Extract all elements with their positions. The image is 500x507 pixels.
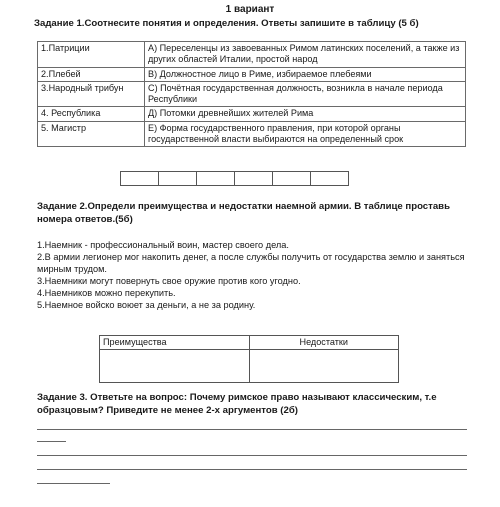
answer-cell[interactable] <box>159 172 197 186</box>
term-cell: 2.Плебей <box>38 67 145 81</box>
definition-cell: Е) Форма государственного правления, при которой органы государственной власти выбираются на определенный срок <box>145 121 466 147</box>
definition-cell: С) Почётная государственная должность, возникла в начале периода Республики <box>145 81 466 107</box>
term-cell: 3.Народный трибун <box>38 81 145 107</box>
answer-line[interactable] <box>37 455 467 456</box>
table-row <box>38 42 466 68</box>
answer-line[interactable] <box>37 429 467 430</box>
definition-cell: Д) Потомки древнейших жителей Рима <box>145 107 466 121</box>
answer-cell[interactable] <box>197 172 235 186</box>
list-item: 3.Наемники могут повернуть свое оружие против кого угодно. <box>37 275 301 286</box>
term-cell: 4. Республика <box>38 107 145 121</box>
answer-cell[interactable] <box>311 172 349 186</box>
answer-cell[interactable] <box>121 172 159 186</box>
pros-cons-table <box>99 335 399 383</box>
term-cell: 1.Патриции <box>38 42 145 68</box>
answer-cell[interactable] <box>235 172 273 186</box>
answer-line[interactable] <box>37 469 467 470</box>
term-cell: 5. Магистр <box>38 121 145 147</box>
table-row <box>38 121 466 147</box>
list-item: 5.Наемное войско воюет за деньги, а не за родину. <box>37 299 256 310</box>
list-item: 4.Наемников можно перекупить. <box>37 287 176 298</box>
task3-heading: Задание 3. Ответьте на вопрос: Почему римское право называют классическим, т.е образцовым? Приведите не менее 2-х аргументов (2б) <box>37 392 437 416</box>
answer-line[interactable] <box>37 441 66 442</box>
definition-cell: В) Должностное лицо в Риме, избираемое плебеями <box>145 67 466 81</box>
matching-table <box>37 41 466 147</box>
answer-cell[interactable] <box>273 172 311 186</box>
table-row <box>38 107 466 121</box>
answer-line[interactable] <box>37 483 110 484</box>
answer-table <box>120 171 349 186</box>
table-row <box>38 81 466 107</box>
advantages-header: Преимущества <box>100 336 250 350</box>
variant-title: 1 вариант <box>225 4 275 15</box>
advantages-cell[interactable] <box>100 350 250 383</box>
definition-cell: А) Переселенцы из завоеванных Римом латинских поселений, а также из других областей Италии, простой народ <box>145 42 466 68</box>
list-item: 1.Наемник - профессиональный воин, мастер своего дела. <box>37 240 289 250</box>
list-item: 2.В армии легионер мог накопить денег, а после службы получить от государства землю и заняться мирным трудом. <box>37 251 465 274</box>
table-row <box>38 67 466 81</box>
task1-heading: Задание 1.Соотнесите понятия и определения. Ответы запишите в таблицу (5 б) <box>34 18 419 29</box>
disadvantages-header: Недостатки <box>249 336 399 350</box>
disadvantages-cell[interactable] <box>249 350 399 383</box>
task2-heading: Задание 2.Определи преимущества и недостатки наемной армии. В таблице проставь номера ответов.(5б) <box>37 201 450 225</box>
task2-list <box>37 240 477 311</box>
